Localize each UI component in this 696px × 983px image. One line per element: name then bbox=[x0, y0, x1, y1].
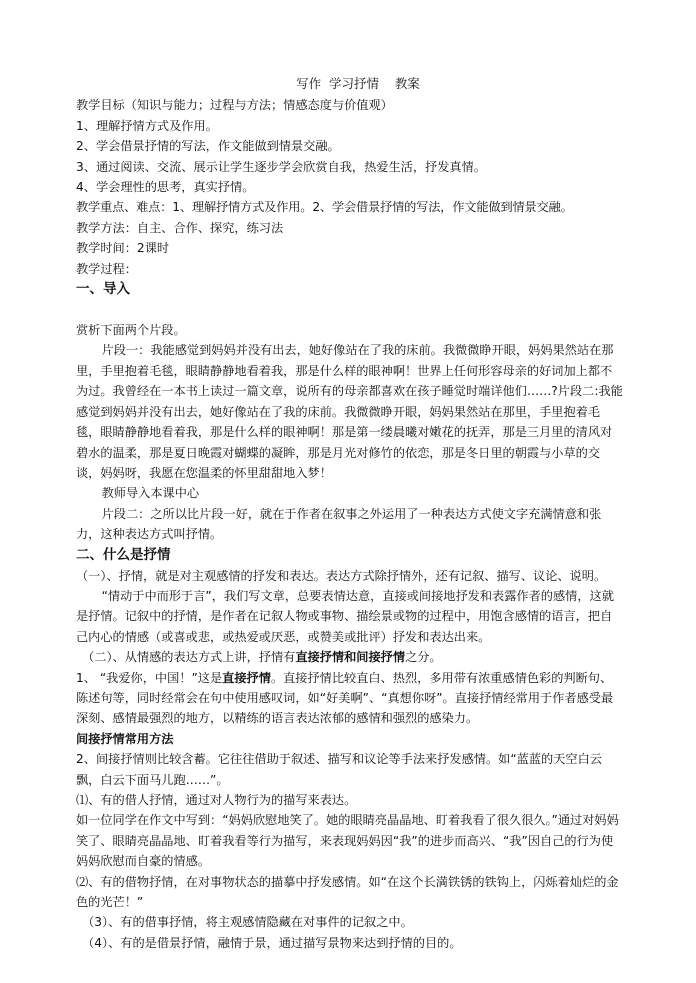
method-item: ⑵、有的借物抒情，在对事物状态的描摹中抒发感情。如“在这个长満铁锈的铁钩上，闪烁着灿烂的金色的光芒！” bbox=[76, 874, 619, 910]
key-points: 教学重点、难点：1、理解抒情方式及作用。2、学会借景抒情的写法，作文能做到情景交融。 bbox=[76, 200, 573, 215]
objective-item: 1、理解抒情方式及作用。 bbox=[76, 118, 218, 133]
teacher-note: 教师导入本课中心 bbox=[101, 486, 200, 501]
objective-item: 3、通过阅读、交流、展示让学生逐步学会欣赏自我，热爱生活，抒发真情。 bbox=[76, 159, 486, 174]
document-page bbox=[76, 74, 624, 953]
quote-paragraph: “情动于中而形于言”，我们写文章，总要表情达意，直接或间接地抒发和表露作者的感情，这就是抒情。记叙中的抒情，是作者在记叙人物或事物、描绘景或物的过程中，用饱含感情的语言，把自己内心的情感（或喜或悲，或热爱或厌恶，或赞美或批评）抒发和表达出来。 bbox=[76, 588, 614, 644]
objectives-heading: 教学目标（知识与能力；过程与方法；情感态度与价值观） bbox=[76, 98, 393, 113]
direct-lyric-post: 。直接抒情比较直白、热烈，多用带有浓重感情色彩的判断句、陈述句等，同时经常会在句中使用感叹词，如“好美啊”、“真想你呀”。直接抒情经常用于作者感受最深刻、感情最强烈的地方，以精练的语言表达浓郁的感情和强烈的感染力。 bbox=[76, 670, 614, 726]
method-item: （3）、有的借事抒情，将主观感情隐藏在对事件的记叙之中。 bbox=[82, 915, 413, 930]
direct-lyric-pre: 1、 “我爱你，中国！”这是 bbox=[76, 670, 223, 685]
section-heading-what-is-lyric: 二、什么是抒情 bbox=[76, 546, 171, 563]
section-heading-intro: 一、导入 bbox=[76, 281, 130, 298]
expression-types bbox=[76, 647, 624, 667]
method-item: （4）、有的是借景抒情，融情于景，通过描写景物来达到抒情的目的。 bbox=[82, 935, 462, 950]
intro-text: 赏析下面两个片段。 bbox=[76, 323, 186, 338]
indirect-methods-heading: 间接抒情常用方法 bbox=[76, 731, 174, 746]
teaching-methods: 教学方法：自主、合作、探究，练习法 bbox=[76, 220, 284, 235]
direct-lyric-paragraph bbox=[76, 668, 624, 729]
definition-paragraph: （一）、抒情，就是对主观感情的抒发和表达。表达方式除抒情外，还有记叙、描写、议论、说明。 bbox=[76, 568, 607, 583]
direct-lyric-bold: 直接抒情 bbox=[222, 670, 271, 685]
indirect-intro: 2、间接抒情则比较含蓄。它往往借助于叙述、描写和议论等手法来抒发感情。如“蓝蓝的天空白云飘，白云下面马儿跑……”。 bbox=[76, 752, 602, 787]
expression-types-pre: （二）、从情感的表达方式上讲，抒情有 bbox=[82, 650, 296, 665]
teaching-time: 教学时间：2课时 bbox=[76, 241, 170, 256]
method-item: ⑴、有的借人抒情，通过对人物行为的描写来表达。 bbox=[76, 793, 357, 807]
expression-types-bold: 直接抒情和间接抒情 bbox=[295, 650, 406, 665]
excerpt-analysis: 片段二：之所以比片段一好，就在于作者在叙事之外运用了一种表达方式使文字充满情意和张力，这种表达方式叫抒情。 bbox=[76, 506, 602, 542]
method-example: 如一位同学在作文中写到：“妈妈欣慰地笑了。她的眼睛亮晶晶地、盯着我看了很久很久。”通过对妈妈笑了、眼睛亮晶晶地、盯着我看等行为描写，来表现妈妈因“我”的进步而高兴、“我”因自己的行为使妈妈欣慰而自豪的情感。 bbox=[76, 813, 619, 869]
spacer bbox=[76, 300, 624, 320]
page-title: 写作 学习抒情 教案 bbox=[296, 76, 420, 91]
objective-item: 4、学会理性的思考，真实抒情。 bbox=[76, 180, 255, 195]
objective-item: 2、学会借景抒情的写法，作文能做到情景交融。 bbox=[76, 139, 340, 154]
teaching-process: 教学过程： bbox=[76, 261, 137, 276]
excerpt-paragraph: 片段一：我能感觉到妈妈并没有出去，她好像站在了我的床前。我微微睁开眼，妈妈果然站在那里，手里抱着毛毯，眼睛静静地看着我，那是什么样的眼神啊！世界上任何形容母亲的好词加上都不为过。我曾经在一本书上读过一篇文章，说所有的母亲都喜欢在孩子睡觉时端详他们……?片段二:我能感觉到妈妈并没有出去，她好像站在了我的床前。我微微睁开眼，妈妈果然站在那里，手里抱着毛毯，眼睛静静地看着我，那是什么样的眼神啊！那是第一缕晨曦对嫩花的抚弄，那是三月里的清风对碧水的温柔，那是夏日晚霞对蝴蝶的凝眸，那是月光对修竹的依恋，那是冬日里的朝霞与小草的交谈，妈妈呀，我愿在您温柔的怀里甜甜地入梦！ bbox=[76, 343, 623, 480]
expression-types-post: 之分。 bbox=[405, 650, 442, 665]
